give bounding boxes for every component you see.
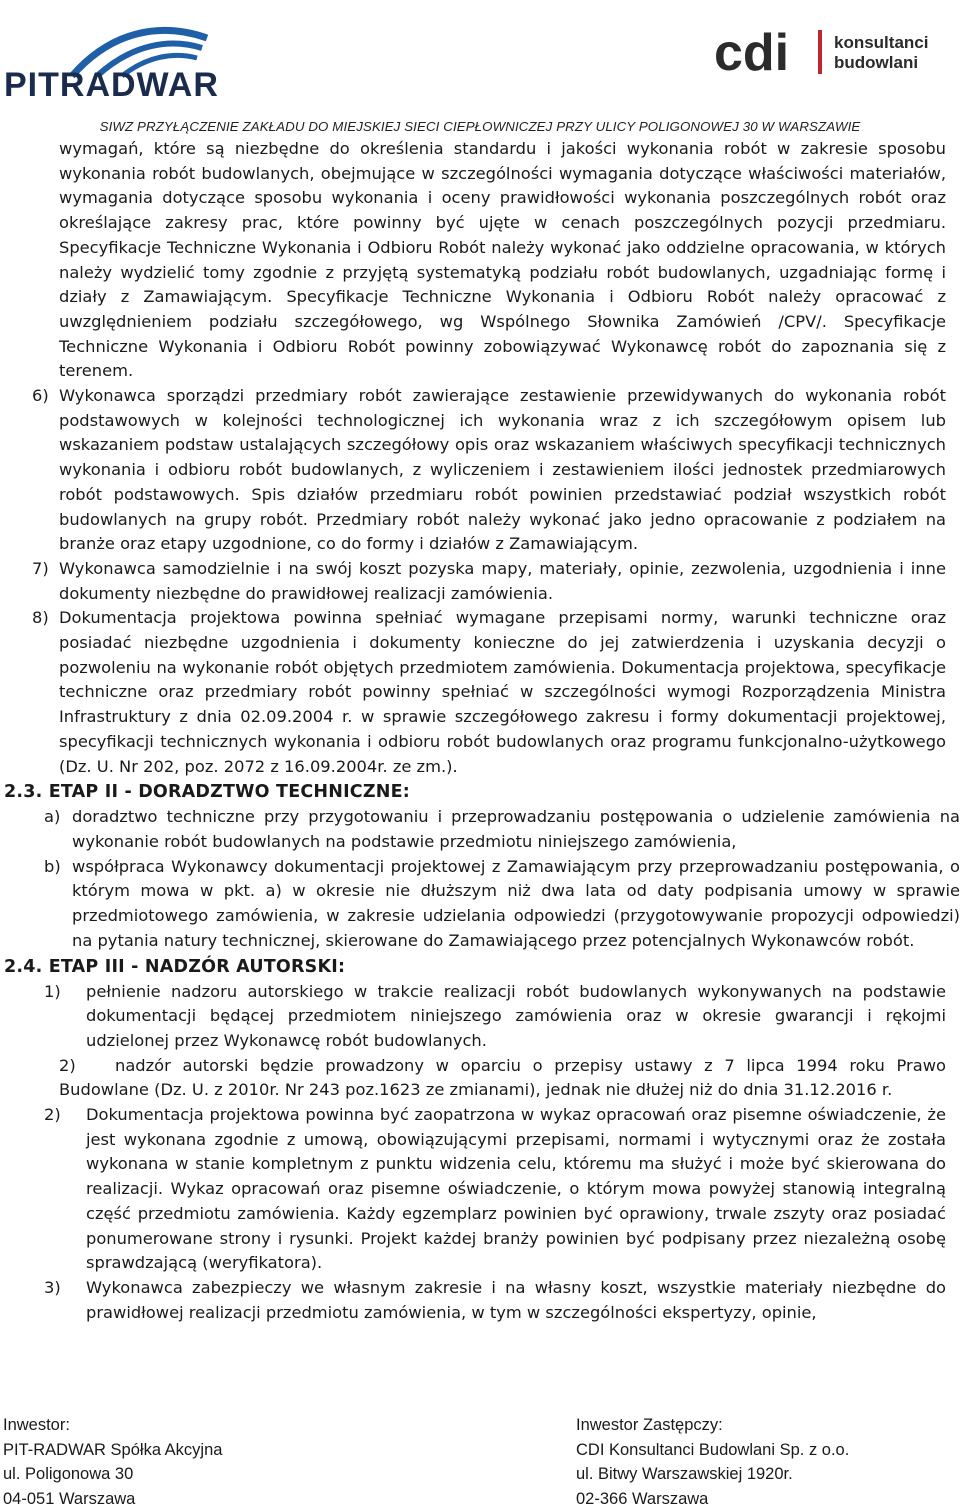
list-item-3	[0, 1276, 946, 1325]
section-heading-2-4: 2.4. ETAP III - NADZÓR AUTORSKI:	[0, 954, 960, 980]
list-number: 6)	[0, 384, 59, 557]
list-item-8	[0, 606, 946, 779]
cdi-logo-bar	[818, 30, 822, 74]
list-number: 3)	[0, 1276, 86, 1325]
list-number: 8)	[0, 606, 59, 779]
running-title: SIWZ PRZYŁĄCZENIE ZAKŁADU DO MIEJSKIEJ SIECI CIEPŁOWNICZEJ PRZY ULICY POLIGONOWEJ 30 W WARSZAWIE	[0, 119, 960, 134]
cdi-logo-sub2: budowlani	[834, 53, 918, 72]
list-text: Wykonawca zabezpieczy we własnym zakresie i na własny koszt, wszystkie materiały niezbędne do prawidłowej realizacji przedmiotu zamówienia, w tym w szczególności ekspertyzy, opinie,	[86, 1276, 946, 1325]
list-number: 7)	[0, 557, 59, 606]
list-item-b	[0, 855, 960, 954]
footer-substitute-label: Inwestor Zastępczy:	[576, 1413, 849, 1438]
footer-investor-street: ul. Poligonowa 30	[3, 1462, 222, 1487]
list-text: pełnienie nadzoru autorskiego w trakcie realizacji robót budowlanych wykonywanych na podstawie dokumentacji będącej przedmiotem niniejszego zamówienia oraz w okresie gwarancji i rękojmi udzielonej przez Wykonawcę robót budowlanych.	[86, 980, 946, 1054]
list-number: a)	[0, 805, 72, 854]
footer-investor-city: 04-051 Warszawa	[3, 1487, 222, 1511]
list-text: Wykonawca sporządzi przedmiary robót zawierające zestawienie przewidywanych do wykonania robót podstawowych w kolejności technologicznej ich wykonania wraz z ich szczegółowym opisem lub wskazaniem podstaw ustalających szczegółowy opis oraz wskazaniem właściwych specyfikacji technicznych wykonania i odbioru robót budowlanych, z wyliczeniem i zestawieniem ilości jednostek przedmiarowych robót podstawowych. Spis działów przedmiaru robót powinien przedstawiać podział wszystkich robót budowlanych na grupy robót. Przedmiary robót należy wykonać jako jedno opracowanie z podziałem na branże oraz etapy uzgodnione, co do formy i działów z Zamawiającym.	[59, 384, 946, 557]
list-text: nadzór autorski będzie prowadzony w oparciu o przepisy ustawy z 7 lipca 1994 roku Prawo Budowlane (Dz. U. z 2010r. Nr 243 poz.1623 ze zmianami), jednak nie dłużej niż do dnia 31.12.2016 r.	[59, 1056, 946, 1100]
list-text: Dokumentacja projektowa powinna być zaopatrzona w wykaz opracowań oraz pisemne oświadczenie, że jest wykonana zgodnie z umową, obowiązującymi przepisami, normami i wytycznymi oraz że została wykonana w stanie kompletnym z punktu widzenia celu, któremu ma służyć i może być skierowana do realizacji. Wykaz opracowań oraz pisemne oświadczenie, o którym mowa powyżej stanowią integralną część przedmiotu zamówienia. Każdy egzemplarz powinien być oprawiony, trwale zszyty oraz posiadać ponumerowane strony i rysunki. Projekt każdej branży powinien być podpisany przez niezależną osobę sprawdzającą (weryfikatora).	[86, 1103, 946, 1276]
list-item-1	[0, 980, 946, 1054]
cdi-logo-sub1: konsultanci	[834, 33, 928, 52]
list-item-7	[0, 557, 946, 606]
list-number: b)	[0, 855, 72, 954]
pitradwar-logo-text: PITRADWAR	[4, 66, 219, 100]
footer-investor-label: Inwestor:	[3, 1413, 222, 1438]
cdi-logo	[712, 22, 952, 82]
footer-substitute-investor	[576, 1413, 849, 1511]
list-number: 2)	[59, 1054, 115, 1079]
footer-substitute-street: ul. Bitwy Warszawskiej 1920r.	[576, 1462, 849, 1487]
footer-substitute-name: CDI Konsultanci Budowlani Sp. z o.o.	[576, 1438, 849, 1463]
list-item-2-sub	[59, 1054, 946, 1103]
list-text: Dokumentacja projektowa powinna spełniać wymagane przepisami normy, warunki techniczne oraz posiadać niezbędne uzgodnienia i dokumenty konieczne do jej zatwierdzenia i uzyskania decyzji o pozwoleniu na wykonanie robót objętych przedmiotem zamówienia. Dokumentacja projektowa, specyfikacje techniczne oraz przedmiary robót powinny spełniać w szczególności wymogi Rozporządzenia Ministra Infrastruktury z dnia 02.09.2004 r. w sprawie szczegółowego zakresu i formy dokumentacji projektowej, specyfikacji technicznych wykonania i odbioru robót budowlanych oraz programu funkcjonalno-użytkowego (Dz. U. Nr 202, poz. 2072 z 16.09.2004r. ze zm.).	[59, 606, 946, 779]
footer	[0, 1413, 960, 1506]
footer-investor	[3, 1413, 222, 1511]
list-text: doradztwo techniczne przy przygotowaniu i przeprowadzaniu postępowania o udzielenie zamówienia na wykonanie robót budowlanych na podstawie przedmiotu niniejszego zamówienia,	[72, 805, 960, 854]
list-item-6	[0, 384, 946, 557]
cdi-logo-text: cdi	[714, 24, 789, 82]
document-body	[0, 137, 960, 1325]
paragraph-intro: wymagań, które są niezbędne do określenia standardu i jakości wykonania robót w zakresie sposobu wykonania robót budowlanych, obejmujące w szczególności wymagania dotyczące właściwości materiałów, wymagania dotyczące sposobu wykonania i oceny prawidłowości wykonania poszczególnych robót oraz określające zakresy prac, które powinny być ujęte w cenach poszczególnych pozycji przedmiaru. Specyfikacje Techniczne Wykonania i Odbioru Robót należy wykonać jako oddzielne opracowania, w których należy wydzielić tomy zgodnie z przyjętą systematyką podziału robót budowlanych, uzgadniając formę i działy z Zamawiającym. Specyfikacje Techniczne Wykonania i Odbioru Robót należy opracować z uwzględnieniem podziału szczegółowego, wg Wspólnego Słownika Zamówień /CPV/. Specyfikacje Techniczne Wykonania i Odbioru Robót powinny zobowiązywać Wykonawcę robót do zapoznania się z terenem.	[59, 137, 946, 384]
list-item-a	[0, 805, 960, 854]
list-text: współpraca Wykonawcy dokumentacji projektowej z Zamawiającym przy przeprowadzaniu postępowania, o którym mowa w pkt. a) w okresie nie dłuższym niż dwa lata od daty podpisania umowy w sprawie przedmiotowego zamówienia, w zakresie udzielania odpowiedzi (przygotowywanie propozycji odpowiedzi) na pytania natury technicznej, skierowane do Zamawiającego przez potencjalnych Wykonawców robót.	[72, 855, 960, 954]
footer-investor-name: PIT-RADWAR Spółka Akcyjna	[3, 1438, 222, 1463]
list-text: Wykonawca samodzielnie i na swój koszt pozyska mapy, materiały, opinie, zezwolenia, uzgodnienia i inne dokumenty niezbędne do prawidłowej realizacji zamówienia.	[59, 557, 946, 606]
pitradwar-logo	[2, 18, 258, 100]
section-heading-2-3: 2.3. ETAP II - DORADZTWO TECHNICZNE:	[0, 779, 960, 805]
list-item-2	[0, 1103, 946, 1276]
list-number: 2)	[0, 1103, 86, 1276]
list-number: 1)	[0, 980, 86, 1054]
footer-substitute-city: 02-366 Warszawa	[576, 1487, 849, 1511]
